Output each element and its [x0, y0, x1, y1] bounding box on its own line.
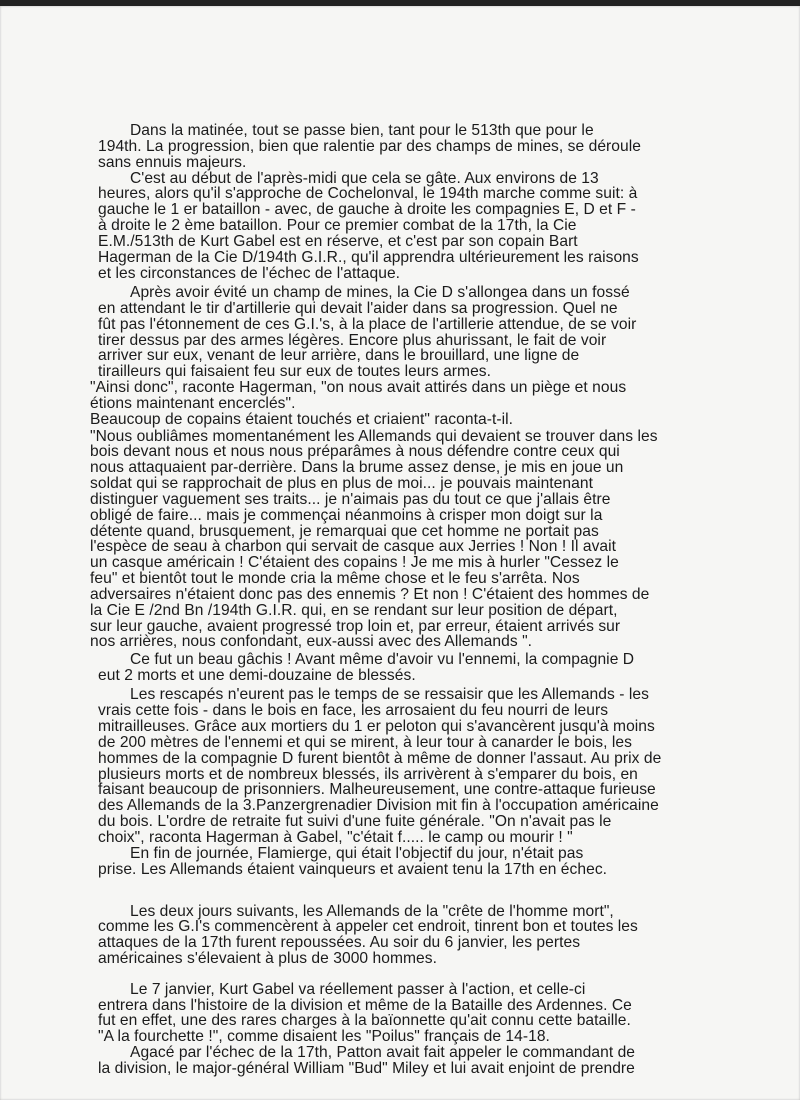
text-line: l'espèce de seau à charbon qui servait de casque aux Jerries ! Non ! Il avait: [90, 538, 617, 555]
text-line: hommes de la compagnie D furent bientôt à même de donner l'assaut. Au prix de: [98, 750, 662, 767]
text-line: En fin de journée, Flamierge, qui était l'objectif du jour, n'était pas: [130, 845, 584, 862]
text-line: vrais cette fois - dans le bois en face, les arrosaient du feu nourri de leurs: [98, 702, 609, 719]
text-line: fut en effet, une des rares charges à la baïonnette qu'ait connu cette bataille.: [98, 1012, 631, 1029]
text-line: "Nous oubliâmes momentanément les Allemands qui devaient se trouver dans les: [90, 428, 658, 445]
text-line: à droite le 2 ème bataillon. Pour ce premier combat de la 17th, la Cie: [98, 217, 577, 234]
text-line: adversaires n'étaient donc pas des ennemis ? Et non ! C'étaient des hommes de: [90, 586, 650, 603]
text-line: "Ainsi donc", raconte Hagerman, "on nous avait attirés dans un piège et nous: [90, 379, 627, 396]
text-line: entrera dans l'histoire de la division et même de la Bataille des Ardennes. Ce: [98, 997, 632, 1014]
text-line: Après avoir évité un champ de mines, la Cie D s'allongea dans un fossé: [130, 284, 630, 301]
text-line: sur leur gauche, avaient progressé trop loin et, par erreur, étaient arrivés sur: [90, 618, 621, 635]
text-line: bois devant nous et nous nous préparâmes à nous défendre contre ceux qui: [90, 443, 620, 460]
text-line: plusieurs morts et de nombreux blessés, ils arrivèrent à s'emparer du bois, en: [98, 766, 638, 783]
text-line: Ce fut un beau gâchis ! Avant même d'avoir vu l'ennemi, la compagnie D: [130, 651, 635, 668]
text-line: de 200 mètres de l'ennemi et qui se mirent, à leur tour à canarder le bois, les: [98, 734, 632, 751]
text-line: arriver sur eux, venant de leur arrière, dans le brouillard, une ligne de: [98, 347, 580, 364]
text-line: "A la fourchette !", comme disaient les "Poilus" français de 14-18.: [98, 1028, 550, 1045]
text-line: en attendant le tir d'artillerie qui devait l'aider dans sa progression. Quel ne: [98, 300, 618, 317]
text-line: Les rescapés n'eurent pas le temps de se ressaisir que les Allemands - les: [130, 686, 649, 703]
text-line: la Cie E /2nd Bn /194th G.I.R. qui, en se rendant sur leur position de départ,: [90, 602, 618, 619]
text-line: du bois. L'ordre de retraite fut suivi d'une fuite générale. "On n'avait pas le: [98, 813, 612, 830]
text-line: distinguer vaguement ses traits... je n'aimais pas du tout ce que j'allais être: [90, 491, 611, 508]
text-line: mitrailleuses. Grâce aux mortiers du 1 er peloton qui s'avancèrent jusqu'à moins: [98, 718, 655, 735]
text-line: nous attaquaient par-derrière. Dans la brume assez dense, je mis en joue un: [90, 459, 624, 476]
text-line: attaques de la 17th furent repoussées. Au soir du 6 janvier, les pertes: [98, 934, 581, 951]
text-line: eut 2 morts et une demi-douzaine de blessés.: [98, 667, 416, 684]
text-line: feu" et bientôt tout le monde cria la même chose et le feu s'arrêta. Nos: [90, 570, 580, 587]
text-line: Dans la matinée, tout se passe bien, tant pour le 513th que pour le: [130, 122, 594, 139]
text-line: heures, alors qu'il s'approche de Cochelonval, le 194th marche comme suit: à: [98, 185, 638, 202]
text-line: sans ennuis majeurs.: [98, 154, 247, 171]
text-line: détente quand, brusquement, je remarquai que cet homme ne portait pas: [90, 523, 599, 540]
text-line: obligé de faire... mais je commençai néanmoins à crisper mon doigt sur la: [90, 507, 603, 524]
text-line: des Allemands de la 3.Panzergrenadier Division mit fin à l'occupation américaine: [98, 797, 659, 814]
text-line: tirailleurs qui faisaient feu sur eux de toutes leurs armes.: [98, 363, 492, 380]
text-line: et les circonstances de l'échec de l'attaque.: [98, 265, 401, 282]
text-line: fût pas l'étonnement de ces G.I.'s, à la place de l'artillerie attendue, de se voir: [98, 316, 637, 333]
text-line: soldat qui se rapprochait de plus en plus de moi... je pouvais maintenant: [90, 475, 593, 492]
text-line: gauche le 1 er bataillon - avec, de gauche à droite les compagnies E, D et F -: [98, 201, 636, 218]
text-line: Hagerman de la Cie D/194th G.I.R., qu'il apprendra ultérieurement les raisons: [98, 249, 639, 266]
text-line: faisant beaucoup de prisonniers. Malheureusement, une contre-attaque furieuse: [98, 781, 656, 798]
text-line: prise. Les Allemands étaient vainqueurs et avaient tenu la 17th en échec.: [98, 861, 608, 878]
text-line: E.M./513th de Kurt Gabel est en réserve, et c'est par son copain Bart: [98, 233, 578, 250]
text-line: un casque américain ! C'étaient des copains ! Je me mis à hurler "Cessez le: [90, 554, 619, 571]
text-line: 194th. La progression, bien que ralentie par des champs de mines, se déroule: [98, 138, 641, 155]
text-line: la division, le major-général William "Bud" Miley et lui avait enjoint de prendre: [98, 1060, 635, 1077]
text-line: choix", raconta Hagerman à Gabel, "c'était f..... le camp ou mourir ! ": [98, 829, 573, 846]
text-line: américaines s'élevaient à plus de 3000 hommes.: [98, 950, 437, 967]
text-line: Beaucoup de copains étaient touchés et criaient" raconta-t-il.: [90, 411, 513, 428]
text-line: Les deux jours suivants, les Allemands de la "crête de l'homme mort",: [130, 903, 614, 920]
text-line: C'est au début de l'après-midi que cela se gâte. Aux environs de 13: [130, 170, 599, 187]
text-line: tirer dessus par des armes légères. Encore plus ahurissant, le fait de voir: [98, 332, 607, 349]
text-line: comme les G.I's commencèrent à appeler cet endroit, tinrent bon et toutes les: [98, 918, 638, 935]
text-line: Le 7 janvier, Kurt Gabel va réellement passer à l'action, et celle-ci: [130, 981, 586, 998]
text-line: étions maintenant encerclés".: [90, 395, 296, 412]
text-line: nos arrières, nous confondant, eux-aussi avec des Allemands ".: [90, 633, 533, 650]
text-line: Agacé par l'échec de la 17th, Patton avait fait appeler le commandant de: [130, 1044, 636, 1061]
